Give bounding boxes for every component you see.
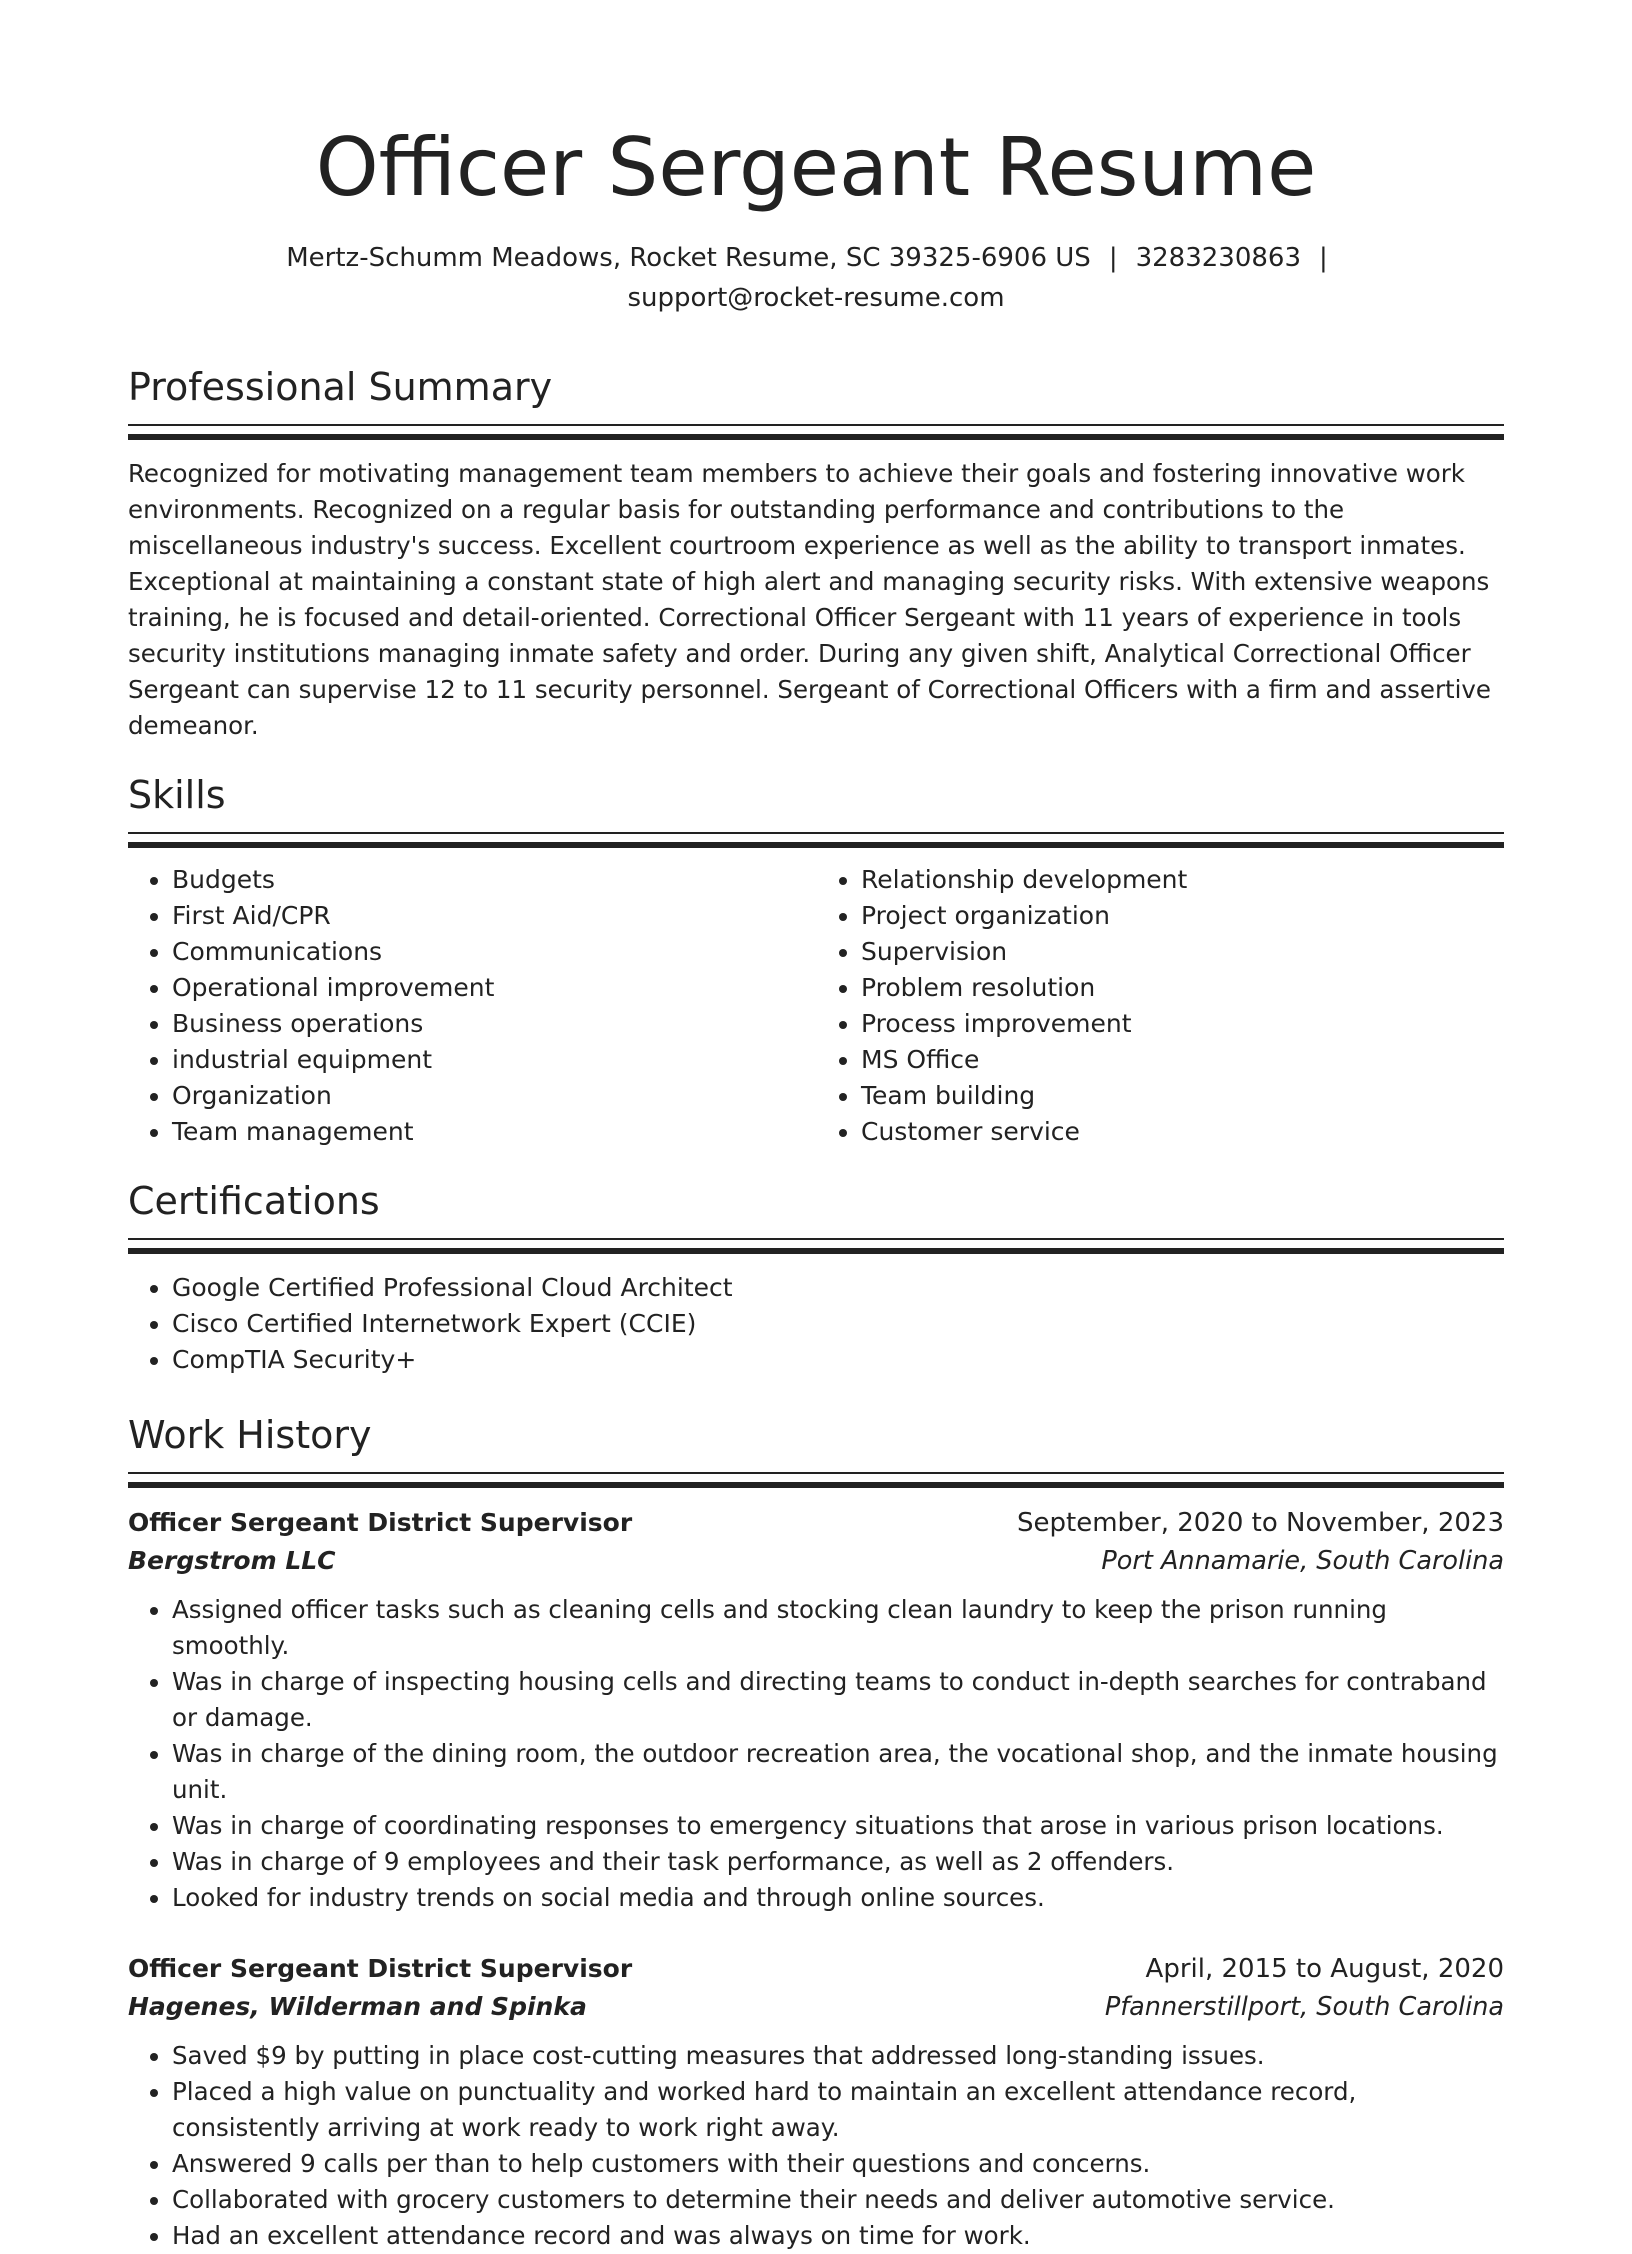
skill-item: • Process improvement [861,1006,1504,1042]
skill-item: • Project organization [861,898,1504,934]
skill-item: • industrial equipment [172,1042,815,1078]
section-divider [128,1472,1504,1488]
certification-item: • CompTIA Security+ [172,1342,1504,1378]
job-duty-item: • Looked for industry trends on social media and through online sources. [172,1880,1504,1916]
job-duties-list [128,1592,1504,1916]
resume-name: Officer Sergeant Resume [315,121,1317,214]
contact-phone: 3283230863 [1135,243,1301,273]
job-header [128,1950,1504,1988]
contact-separator: | [1108,243,1118,273]
job-dates: April, 2015 to August, 2020 [1145,1954,1504,1984]
job-location: Pfannerstillport, South Carolina [1104,1992,1504,2022]
job-duty-item: • Answered 9 calls per than to help customers with their questions and concerns. [172,2146,1504,2182]
job-duty-item: • Collaborated with grocery customers to determine their needs and deliver automotive service. [172,2182,1504,2218]
skills-title: Skills [128,773,226,817]
certifications-section [128,1176,1504,1378]
job-company: Hagenes, Wilderman and Spinka [128,1992,587,2021]
work-history-title: Work History [128,1413,372,1457]
job-entry [128,1504,1504,1916]
contact-address: Mertz-Schumm Meadows, Rocket Resume, SC 39325-6906 US [286,243,1091,273]
skills-columns [128,848,1504,1150]
work-history-section [128,1410,1504,2254]
job-duty-item: • Was in charge of coordinating responses to emergency situations that arose in various prison locations. [172,1808,1504,1844]
contact-email: support@rocket-resume.com [627,283,1005,313]
job-title: Officer Sergeant District Supervisor [128,1954,633,1983]
skill-item: • Team building [861,1078,1504,1114]
skill-item: • Team management [172,1114,815,1150]
summary-title: Professional Summary [128,365,553,409]
skill-item: • Relationship development [861,862,1504,898]
skills-section [128,770,1504,1150]
certification-item: • Cisco Certified Internetwork Expert (CCIE) [172,1306,1504,1342]
job-duty-item: • Saved $9 by putting in place cost-cutting measures that addressed long-standing issues. [172,2038,1504,2074]
skill-item: • MS Office [861,1042,1504,1078]
job-duty-item: • Had an excellent attendance record and was always on time for work. [172,2218,1504,2254]
skill-item: • Operational improvement [172,970,815,1006]
skill-item: • Budgets [172,862,815,898]
summary-section [128,362,1504,744]
job-subheader [128,1542,1504,1580]
contact-separator: | [1319,243,1328,273]
skill-item: • Customer service [861,1114,1504,1150]
skill-item: • Organization [172,1078,815,1114]
job-duty-item: • Assigned officer tasks such as cleaning cells and stocking clean laundry to keep the prison running smoothly. [172,1592,1504,1664]
job-duty-item: • Was in charge of inspecting housing cells and directing teams to conduct in-depth searches for contraband or damage. [172,1664,1504,1736]
job-subheader [128,1988,1504,2026]
skill-item: • Supervision [861,934,1504,970]
job-duty-item: • Placed a high value on punctuality and worked hard to maintain an excellent attendance record, consistently arriving at work ready to work right away. [172,2074,1504,2146]
skills-list-left [128,862,815,1150]
skill-item: • Communications [172,934,815,970]
job-duty-item: • Was in charge of the dining room, the outdoor recreation area, the vocational shop, and the inmate housing unit. [172,1736,1504,1808]
section-divider [128,1238,1504,1254]
job-duty-item: • Was in charge of 9 employees and their task performance, as well as 2 offenders. [172,1844,1504,1880]
resume-content [128,0,1504,2254]
certification-item: • Google Certified Professional Cloud Architect [172,1270,1504,1306]
certifications-title: Certifications [128,1179,380,1223]
section-divider [128,424,1504,440]
job-company: Bergstrom LLC [128,1546,336,1575]
skill-item: • First Aid/CPR [172,898,815,934]
contact-info [128,238,1504,318]
summary-text: Recognized for motivating management team members to achieve their goals and fostering innovative work environments. Recognized on a regular basis for outstanding performance and contributions to the miscellaneous industry's success. Excellent courtroom experience as well as the ability to transport inmates. Exceptional at maintaining a constant state of high alert and managing security risks. With extensive weapons training, he is focused and detail-oriented. Correctional Officer Sergeant with 11 years of experience in tools security institutions managing inmate safety and order. During any given shift, Analytical Correctional Officer Sergeant can supervise 12 to 11 security personnel. Sergeant of Correctional Officers with a firm and assertive demeanor. [128,459,1492,740]
job-dates: September, 2020 to November, 2023 [1017,1508,1504,1538]
job-location: Port Annamarie, South Carolina [1101,1546,1504,1576]
skills-list-right [815,862,1504,1150]
job-title: Officer Sergeant District Supervisor [128,1508,633,1537]
job-entry [128,1950,1504,2254]
certifications-list [128,1270,1504,1378]
job-header [128,1504,1504,1542]
job-duties-list [128,2038,1504,2254]
skill-item: • Problem resolution [861,970,1504,1006]
section-divider [128,832,1504,848]
skill-item: • Business operations [172,1006,815,1042]
